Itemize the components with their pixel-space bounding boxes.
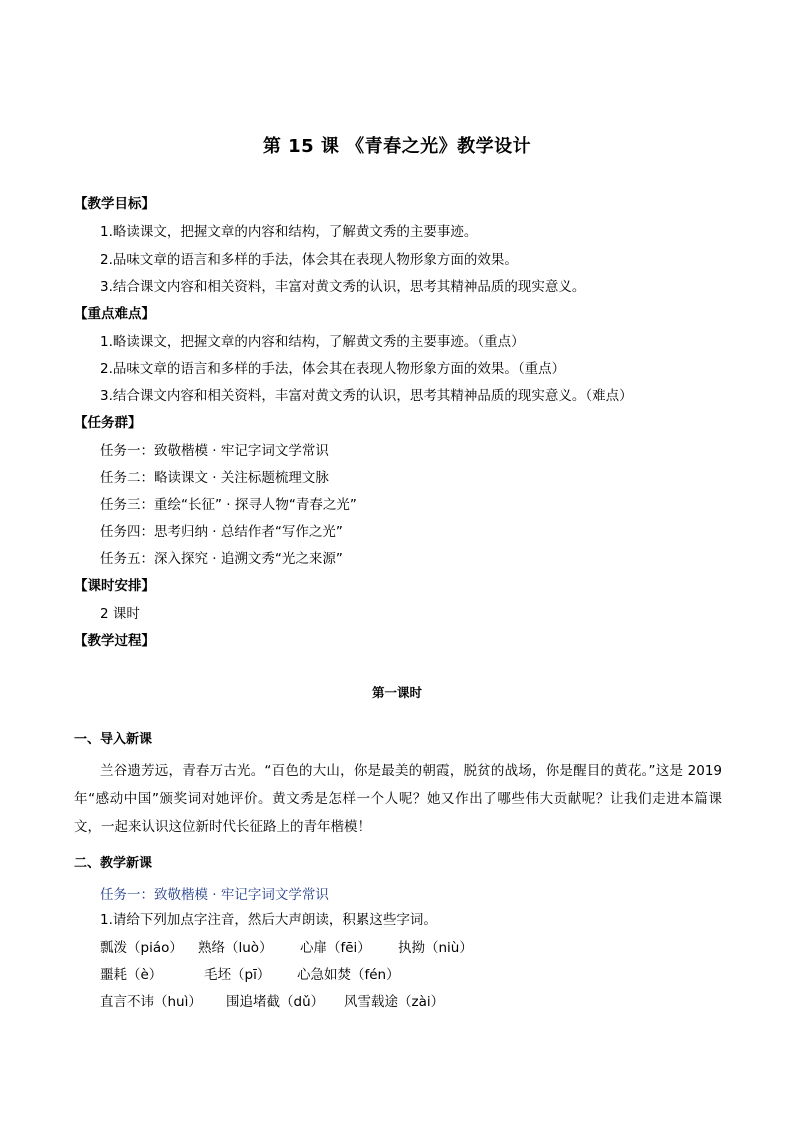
task-item: 任务二：略读课文 · 关注标题梳理文脉 [100, 470, 329, 486]
task-one-title: 任务一：致敬楷模 · 牢记字词文学常识 [100, 887, 329, 903]
key-point-item: 3.结合课文内容和相关资料，丰富对黄文秀的认识，思考其精神品质的现实意义。（难点） [100, 388, 633, 404]
word-item: 心急如焚（fén） [297, 967, 400, 983]
key-point-item: 1.略读课文，把握文章的内容和结构，了解黄文秀的主要事迹。（重点） [100, 334, 525, 350]
intro-paragraph: 兰谷遗芳远，青春万古光。“百色的大山，你是最美的朝霞，脱贫的战场，你是醒目的黄花。”这是 2019 年“感动中国”颁奖词对她评价。黄文秀是怎样一个人呢？她又作出了哪些伟大贡献呢？让我们走进本篇课文，一起来认识这位新时代长征路上的青年楷模！ [74, 763, 722, 835]
word-item: 噩耗（è） [100, 967, 163, 983]
word-item: 毛坯（pī） [204, 967, 271, 983]
word-row [100, 938, 473, 958]
goals-heading: 【教学目标】 [74, 196, 155, 212]
task-item: 任务一：致敬楷模 · 牢记字词文学常识 [100, 443, 329, 459]
goal-item: 1.略读课文，把握文章的内容和结构，了解黄文秀的主要事迹。 [100, 224, 478, 240]
tasks-heading: 【任务群】 [74, 415, 142, 431]
instruction-text: 1.请给下列加点字注音，然后大声朗读，积累这些字词。 [100, 912, 437, 928]
word-row [100, 992, 444, 1012]
lesson-title: 第一课时 [371, 685, 422, 700]
section-heading: 一、导入新课 [74, 732, 153, 747]
word-item: 风雪载途（zài） [344, 994, 445, 1010]
key-points-heading: 【重点难点】 [74, 306, 155, 322]
document-title: 第 15 课 《青春之光》教学设计 [262, 136, 532, 157]
word-item: 围追堵截（dǔ） [226, 994, 325, 1010]
task-item: 任务五：深入探究 · 追溯文秀“光之来源” [100, 551, 343, 567]
process-heading: 【教学过程】 [74, 633, 155, 649]
task-item: 任务四：思考归纳 · 总结作者“写作之光” [100, 524, 343, 540]
schedule-heading: 【课时安排】 [74, 578, 155, 594]
task-item: 任务三：重绘“长征” · 探寻人物“青春之光” [100, 497, 357, 513]
word-item: 心扉（fēi） [300, 940, 371, 956]
section-heading: 二、教学新课 [74, 856, 153, 871]
word-item: 熟络（luò） [198, 940, 273, 956]
word-item: 直言不讳（huì） [100, 994, 202, 1010]
word-item: 执拗（niù） [398, 940, 473, 956]
key-point-item: 2.品味文章的语言和多样的手法，体会其在表现人物形象方面的效果。（重点） [100, 361, 566, 377]
goal-item: 3.结合课文内容和相关资料，丰富对黄文秀的认识，思考其精神品质的现实意义。 [100, 279, 586, 295]
word-item: 瓢泼（piáo） [100, 940, 183, 956]
schedule-value: 2 课时 [100, 606, 140, 622]
word-row [100, 965, 400, 985]
goal-item: 2.品味文章的语言和多样的手法，体会其在表现人物形象方面的效果。 [100, 252, 518, 268]
